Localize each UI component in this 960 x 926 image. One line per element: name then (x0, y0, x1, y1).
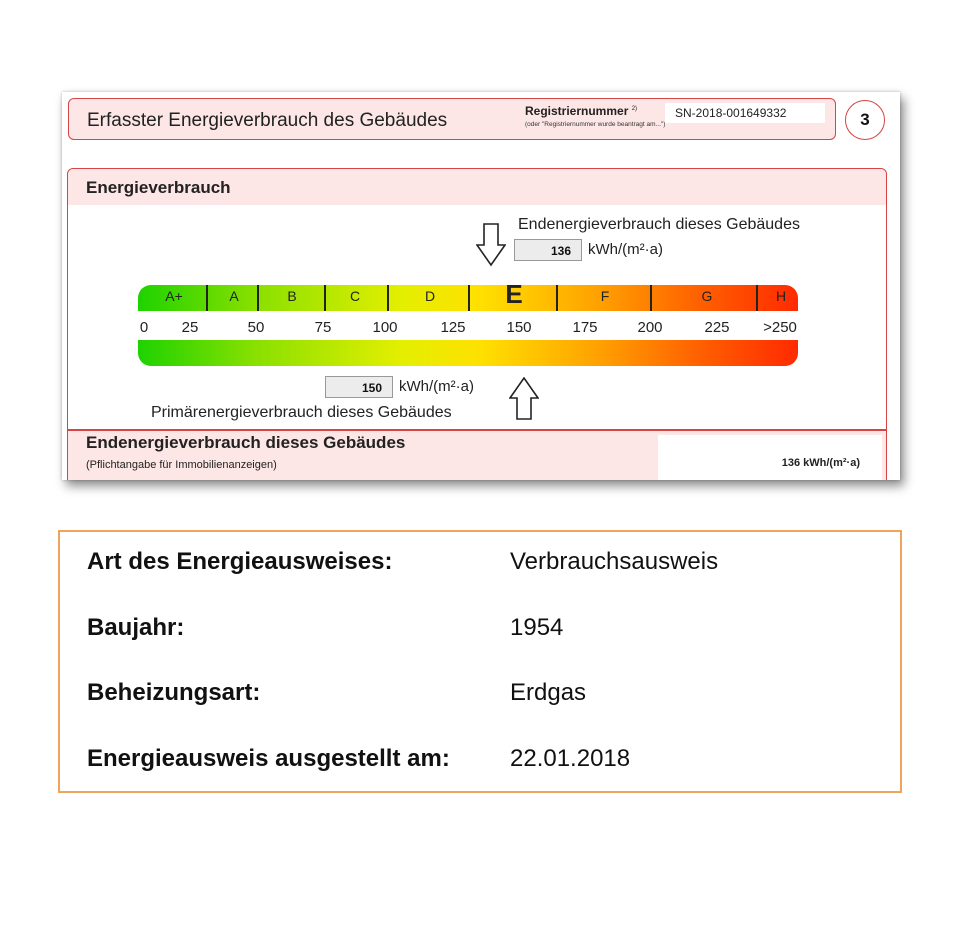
class-divider (324, 285, 326, 311)
info-table (58, 530, 902, 793)
scale-tick-label: 75 (314, 319, 332, 336)
energy-class-g: G (701, 288, 713, 304)
scale-tick-label: >250 (763, 319, 797, 336)
class-divider (650, 285, 652, 311)
energy-scale-bottom-bar (138, 340, 798, 366)
info-value: Erdgas (510, 679, 587, 706)
class-divider (206, 285, 208, 311)
bottom-value: 136 kWh/(m²·a) (781, 457, 860, 469)
scale-tick-label: 0 (139, 319, 149, 336)
energy-class-f: F (600, 288, 610, 304)
final-energy-value: 136 (514, 239, 582, 261)
info-row (60, 548, 900, 578)
bottom-value-box (658, 435, 882, 480)
section-header (68, 169, 886, 205)
scale-tick-label: 50 (247, 319, 265, 336)
info-value: Verbrauchsausweis (510, 548, 719, 575)
registration-label: Registriernummer $^{2)}$ (525, 104, 638, 118)
class-divider (387, 285, 389, 311)
registration-note: (oder "Registriernummer wurde beantragt am...") (525, 121, 666, 128)
registration-number: SN-2018-001649332 (665, 103, 825, 123)
class-divider (468, 285, 470, 311)
final-energy-unit: kWh/(m²·a) (588, 241, 663, 258)
final-energy-label: Endenergieverbrauch dieses Gebäudes (518, 216, 800, 233)
primary-energy-label: Primärenergieverbrauch dieses Gebäudes (151, 404, 452, 421)
bottom-title: Endenergieverbrauch dieses Gebäudes (86, 433, 406, 452)
section-title: Energieverbrauch (86, 178, 231, 197)
bottom-note: (Pflichtangabe für Immobilienanzeigen) (86, 459, 277, 471)
class-divider (257, 285, 259, 311)
scale-tick-label: 125 (440, 319, 466, 336)
info-label: Baujahr: (87, 614, 185, 641)
energy-class-a: A (229, 288, 239, 304)
energy-class-h: H (775, 288, 787, 304)
energy-class-e: E (505, 279, 523, 309)
scale-tick-label: 100 (372, 319, 398, 336)
scale-tick-label: 175 (572, 319, 598, 336)
info-row (60, 745, 900, 775)
certificate-header (68, 98, 836, 140)
scale-tick-label: 200 (637, 319, 663, 336)
info-value: 1954 (510, 614, 564, 641)
scale-tick-label: 150 (506, 319, 532, 336)
primary-energy-unit: kWh/(m²·a) (399, 378, 474, 395)
energy-certificate (62, 92, 900, 480)
energy-class-a-plus: A+ (165, 288, 183, 304)
scale-tick-label: 25 (181, 319, 199, 336)
page-number: 3 (845, 100, 885, 140)
info-row (60, 679, 900, 709)
energy-class-d: D (424, 288, 436, 304)
energy-class-b: B (287, 288, 297, 304)
info-value: 22.01.2018 (510, 745, 631, 772)
class-divider (756, 285, 758, 311)
class-divider (556, 285, 558, 311)
info-label: Energieausweis ausgestellt am: (87, 745, 450, 772)
info-label: Art des Energieausweises: (87, 548, 393, 575)
scale-tick-label: 225 (704, 319, 730, 336)
header-title: Erfasster Energieverbrauch des Gebäudes (87, 110, 448, 131)
info-label: Beheizungsart: (87, 679, 261, 706)
info-row (60, 614, 900, 644)
arrow-down-icon (476, 223, 506, 267)
arrow-up-icon (509, 377, 539, 421)
primary-energy-value: 150 (325, 376, 393, 398)
energy-class-c: C (349, 288, 361, 304)
